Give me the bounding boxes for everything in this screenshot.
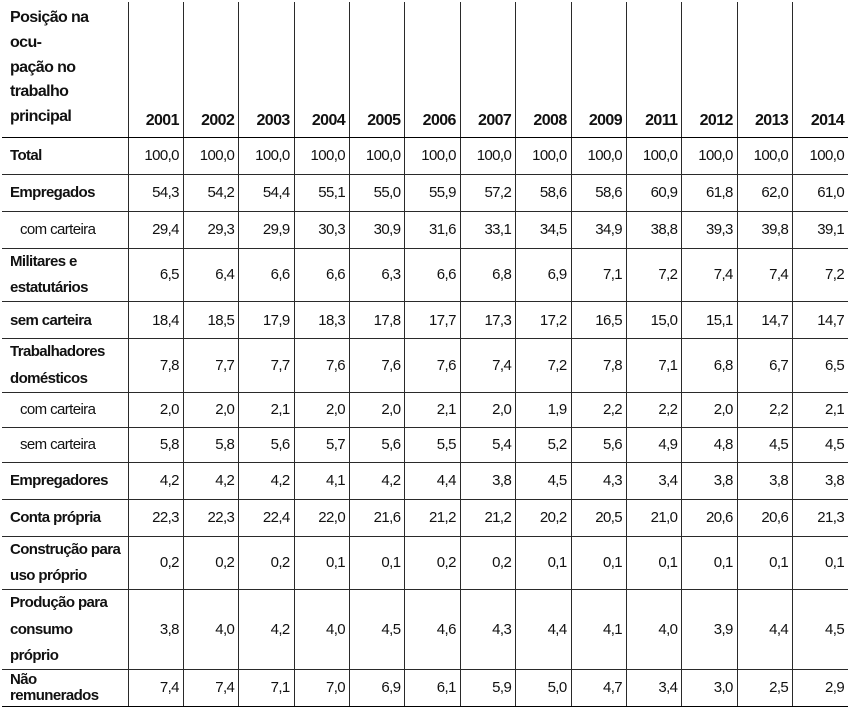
table-cell: 6,1: [405, 670, 460, 707]
table-cell: 6,5: [793, 339, 848, 393]
table-cell: 4,6: [405, 590, 460, 670]
table-cell: 54,2: [183, 174, 238, 211]
table-cell: 2,5: [737, 670, 792, 707]
year-header: 2008: [516, 2, 571, 137]
table-row: [2, 670, 848, 707]
table-cell: 20,2: [516, 499, 571, 536]
table-cell: 39,3: [682, 211, 737, 248]
table-cell: 29,4: [128, 211, 183, 248]
table-cell: 0,1: [793, 536, 848, 590]
table-cell: 38,8: [627, 211, 682, 248]
row-label: com carteira: [2, 392, 128, 427]
table-cell: 21,6: [350, 499, 405, 536]
table-cell: 5,6: [239, 427, 294, 462]
table-cell: 7,2: [627, 248, 682, 302]
table-cell: 7,4: [183, 670, 238, 707]
table-cell: 0,2: [128, 536, 183, 590]
table-cell: 4,3: [460, 590, 515, 670]
table-cell: 3,4: [627, 462, 682, 499]
table-cell: 20,5: [571, 499, 626, 536]
row-label: sem carteira: [2, 427, 128, 462]
table-cell: 5,7: [294, 427, 349, 462]
table-cell: 7,7: [183, 339, 238, 393]
table-cell: 7,8: [571, 339, 626, 393]
table-cell: 2,0: [183, 392, 238, 427]
table-cell: 31,6: [405, 211, 460, 248]
table-cell: 58,6: [516, 174, 571, 211]
table-cell: 0,1: [627, 536, 682, 590]
table-cell: 0,2: [405, 536, 460, 590]
table-cell: 6,6: [294, 248, 349, 302]
table-cell: 0,2: [183, 536, 238, 590]
row-label: Empregados: [2, 174, 128, 211]
table-cell: 20,6: [737, 499, 792, 536]
table-cell: 14,7: [737, 302, 792, 339]
table-cell: 3,8: [793, 462, 848, 499]
table-cell: 20,6: [682, 499, 737, 536]
table-cell: 6,8: [460, 248, 515, 302]
table-cell: 22,0: [294, 499, 349, 536]
row-label: Empregadores: [2, 462, 128, 499]
table-cell: 62,0: [737, 174, 792, 211]
table-row: [2, 211, 848, 248]
table-cell: 4,0: [294, 590, 349, 670]
table-cell: 7,8: [128, 339, 183, 393]
table-cell: 4,2: [239, 590, 294, 670]
table-cell: 54,3: [128, 174, 183, 211]
table-cell: 2,0: [460, 392, 515, 427]
table-cell: 100,0: [682, 137, 737, 174]
table-cell: 21,2: [405, 499, 460, 536]
year-header: 2012: [682, 2, 737, 137]
table-cell: 0,1: [571, 536, 626, 590]
table-cell: 21,3: [793, 499, 848, 536]
table-row: [2, 427, 848, 462]
year-header: 2007: [460, 2, 515, 137]
table-cell: 4,4: [516, 590, 571, 670]
table-cell: 100,0: [239, 137, 294, 174]
table-cell: 61,0: [793, 174, 848, 211]
table-cell: 3,4: [627, 670, 682, 707]
year-header: 2009: [571, 2, 626, 137]
table-cell: 57,2: [460, 174, 515, 211]
year-header: 2003: [239, 2, 294, 137]
table-row: [2, 137, 848, 174]
table-cell: 100,0: [128, 137, 183, 174]
table-cell: 60,9: [627, 174, 682, 211]
row-label: Conta própria: [2, 499, 128, 536]
table-cell: 39,8: [737, 211, 792, 248]
table-cell: 54,4: [239, 174, 294, 211]
header-row: [2, 2, 848, 137]
table-cell: 4,1: [294, 462, 349, 499]
table-row: [2, 590, 848, 670]
table-cell: 29,9: [239, 211, 294, 248]
table-cell: 100,0: [516, 137, 571, 174]
table-cell: 0,1: [682, 536, 737, 590]
table-cell: 4,2: [350, 462, 405, 499]
table-cell: 3,8: [682, 462, 737, 499]
table-cell: 100,0: [737, 137, 792, 174]
table-cell: 5,2: [516, 427, 571, 462]
table-cell: 100,0: [460, 137, 515, 174]
table-cell: 17,2: [516, 302, 571, 339]
table-cell: 15,1: [682, 302, 737, 339]
row-label: Não remunerados: [2, 670, 128, 707]
table-cell: 3,0: [682, 670, 737, 707]
table-cell: 0,2: [239, 536, 294, 590]
table-cell: 4,5: [516, 462, 571, 499]
table-cell: 7,1: [571, 248, 626, 302]
header-label: Posição na ocu- pação no trabalho principal: [2, 2, 128, 137]
table-cell: 18,4: [128, 302, 183, 339]
table-cell: 4,4: [737, 590, 792, 670]
table-cell: 22,3: [128, 499, 183, 536]
year-header: 2013: [737, 2, 792, 137]
table-cell: 6,3: [350, 248, 405, 302]
table-cell: 4,3: [571, 462, 626, 499]
table-cell: 17,7: [405, 302, 460, 339]
row-label: com carteira: [2, 211, 128, 248]
table-cell: 2,0: [128, 392, 183, 427]
table-cell: 6,5: [128, 248, 183, 302]
table-cell: 100,0: [405, 137, 460, 174]
table-cell: 7,7: [239, 339, 294, 393]
year-header: 2006: [405, 2, 460, 137]
table-cell: 17,8: [350, 302, 405, 339]
table-cell: 6,9: [350, 670, 405, 707]
table-cell: 34,9: [571, 211, 626, 248]
table-row: [2, 302, 848, 339]
table-cell: 100,0: [350, 137, 405, 174]
table-cell: 29,3: [183, 211, 238, 248]
table-cell: 17,9: [239, 302, 294, 339]
table-cell: 4,0: [183, 590, 238, 670]
table-cell: 6,8: [682, 339, 737, 393]
row-label: Militares e estatutários: [2, 248, 128, 302]
table-cell: 17,3: [460, 302, 515, 339]
table-cell: 14,7: [793, 302, 848, 339]
table-cell: 0,1: [516, 536, 571, 590]
table-cell: 6,9: [516, 248, 571, 302]
table-cell: 100,0: [294, 137, 349, 174]
table-row: [2, 174, 848, 211]
table-cell: 18,5: [183, 302, 238, 339]
table-cell: 100,0: [571, 137, 626, 174]
table-cell: 2,1: [793, 392, 848, 427]
table-row: [2, 462, 848, 499]
table-cell: 22,3: [183, 499, 238, 536]
table-cell: 18,3: [294, 302, 349, 339]
table-cell: 5,4: [460, 427, 515, 462]
table-cell: 7,4: [682, 248, 737, 302]
table-cell: 2,1: [405, 392, 460, 427]
table-cell: 30,3: [294, 211, 349, 248]
table-cell: 4,9: [627, 427, 682, 462]
table-cell: 5,6: [350, 427, 405, 462]
table-cell: 7,6: [350, 339, 405, 393]
table-cell: 3,8: [737, 462, 792, 499]
table-cell: 1,9: [516, 392, 571, 427]
year-header: 2004: [294, 2, 349, 137]
table-cell: 55,1: [294, 174, 349, 211]
table-cell: 2,9: [793, 670, 848, 707]
row-label: Total: [2, 137, 128, 174]
table-cell: 7,4: [737, 248, 792, 302]
row-label: sem carteira: [2, 302, 128, 339]
table-cell: 21,2: [460, 499, 515, 536]
table-cell: 7,1: [627, 339, 682, 393]
table-cell: 6,6: [405, 248, 460, 302]
table-cell: 2,0: [682, 392, 737, 427]
table-cell: 3,8: [460, 462, 515, 499]
table-cell: 55,9: [405, 174, 460, 211]
year-header: 2001: [128, 2, 183, 137]
table-cell: 7,6: [405, 339, 460, 393]
table-cell: 7,6: [294, 339, 349, 393]
table-cell: 3,8: [128, 590, 183, 670]
table-cell: 2,2: [571, 392, 626, 427]
table-cell: 4,5: [350, 590, 405, 670]
year-header: 2005: [350, 2, 405, 137]
table-cell: 4,0: [627, 590, 682, 670]
table-cell: 58,6: [571, 174, 626, 211]
table-cell: 2,2: [627, 392, 682, 427]
table-row: [2, 339, 848, 393]
table-cell: 55,0: [350, 174, 405, 211]
table-cell: 7,1: [239, 670, 294, 707]
table-cell: 4,1: [571, 590, 626, 670]
table-cell: 6,4: [183, 248, 238, 302]
table-cell: 5,5: [405, 427, 460, 462]
table-cell: 4,8: [682, 427, 737, 462]
table-cell: 4,2: [183, 462, 238, 499]
table-cell: 4,2: [239, 462, 294, 499]
year-header: 2014: [793, 2, 848, 137]
row-label: Produção para consumo próprio: [2, 590, 128, 670]
table-cell: 22,4: [239, 499, 294, 536]
table-body: [2, 137, 848, 706]
table-cell: 4,5: [793, 590, 848, 670]
table-row: [2, 499, 848, 536]
table-cell: 15,0: [627, 302, 682, 339]
table-cell: 0,1: [294, 536, 349, 590]
row-label: Construção para uso próprio: [2, 536, 128, 590]
table-cell: 0,1: [737, 536, 792, 590]
data-table: [2, 2, 848, 707]
table-cell: 2,0: [350, 392, 405, 427]
table-cell: 5,9: [460, 670, 515, 707]
year-header: 2011: [627, 2, 682, 137]
table-cell: 7,4: [128, 670, 183, 707]
table-row: [2, 536, 848, 590]
table-cell: 7,2: [516, 339, 571, 393]
table-cell: 7,0: [294, 670, 349, 707]
table-cell: 16,5: [571, 302, 626, 339]
table-cell: 4,5: [737, 427, 792, 462]
table-cell: 34,5: [516, 211, 571, 248]
table-cell: 100,0: [183, 137, 238, 174]
table-cell: 6,7: [737, 339, 792, 393]
table-cell: 4,7: [571, 670, 626, 707]
table-cell: 39,1: [793, 211, 848, 248]
table-cell: 5,8: [183, 427, 238, 462]
table-row: [2, 392, 848, 427]
table-cell: 100,0: [793, 137, 848, 174]
table-cell: 5,6: [571, 427, 626, 462]
table-cell: 7,2: [793, 248, 848, 302]
row-label: Trabalhadores domésticos: [2, 339, 128, 393]
table-cell: 6,6: [239, 248, 294, 302]
table-cell: 4,2: [128, 462, 183, 499]
table-cell: 7,4: [460, 339, 515, 393]
table-cell: 30,9: [350, 211, 405, 248]
table-cell: 0,2: [460, 536, 515, 590]
table-cell: 0,1: [350, 536, 405, 590]
year-header: 2002: [183, 2, 238, 137]
table-cell: 2,0: [294, 392, 349, 427]
table-cell: 4,4: [405, 462, 460, 499]
table-cell: 5,0: [516, 670, 571, 707]
table-cell: 61,8: [682, 174, 737, 211]
table-cell: 21,0: [627, 499, 682, 536]
table-cell: 2,2: [737, 392, 792, 427]
table-cell: 33,1: [460, 211, 515, 248]
table-cell: 100,0: [627, 137, 682, 174]
table-cell: 2,1: [239, 392, 294, 427]
table-cell: 3,9: [682, 590, 737, 670]
table-cell: 5,8: [128, 427, 183, 462]
table-row: [2, 248, 848, 302]
table-cell: 4,5: [793, 427, 848, 462]
